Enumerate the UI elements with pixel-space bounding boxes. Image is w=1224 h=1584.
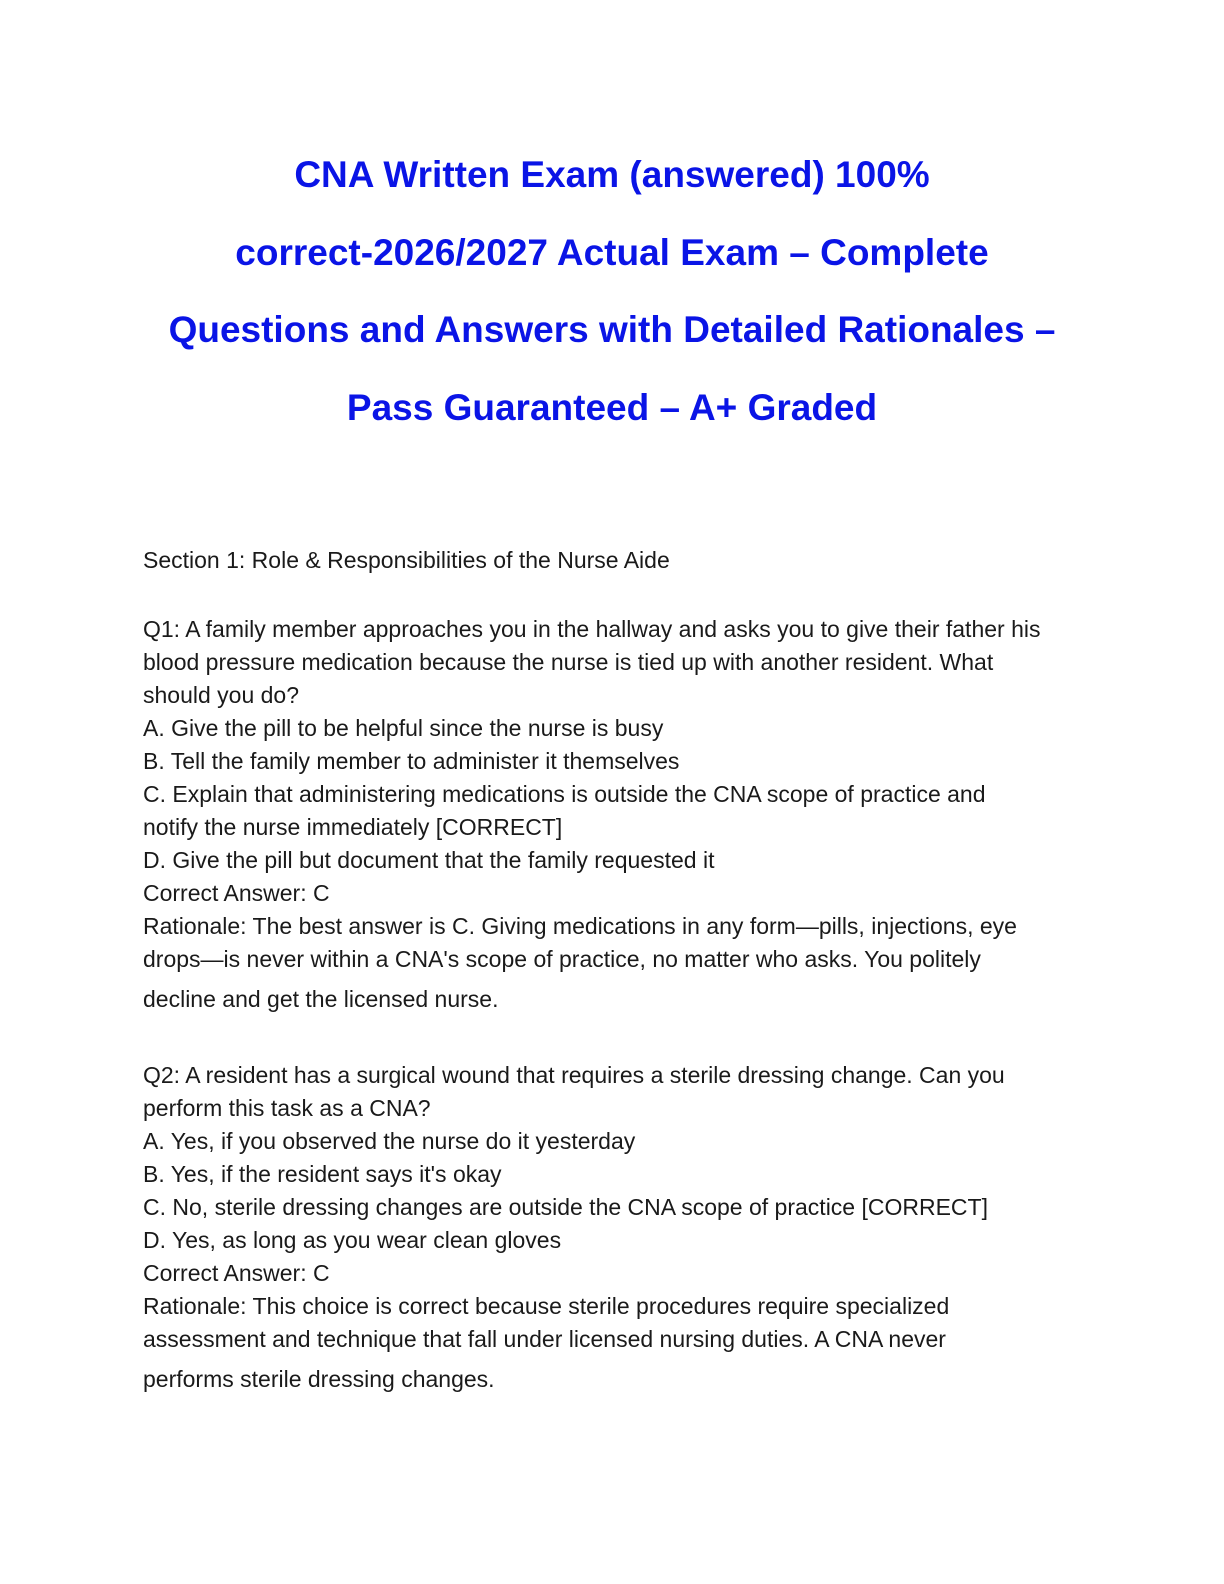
section-heading: Section 1: Role & Responsibilities of the Nurse Aide (143, 547, 670, 573)
question-text-line: Q1: A family member approaches you in the hallway and asks you to give their father his (143, 616, 1041, 642)
title-line-2: correct-2026/2027 Actual Exam – Complete (235, 231, 989, 273)
rationale-line: performs sterile dressing changes. (143, 1365, 495, 1392)
rationale-line: Rationale: This choice is correct because sterile procedures require specialized (143, 1293, 950, 1319)
rationale-line: Rationale: The best answer is C. Giving medications in any form—pills, injections, eye (143, 913, 1017, 939)
answer-option-b: B. Yes, if the resident says it's okay (143, 1161, 502, 1187)
question-block-q1 (143, 613, 1083, 1022)
rationale-line: assessment and technique that fall under licensed nursing duties. A CNA never (143, 1326, 946, 1352)
correct-answer: Correct Answer: C (143, 880, 330, 906)
correct-answer: Correct Answer: C (143, 1260, 330, 1286)
answer-option-a: A. Yes, if you observed the nurse do it yesterday (143, 1128, 636, 1154)
answer-option-c-continued: notify the nurse immediately [CORRECT] (143, 814, 563, 840)
question-text-line: should you do? (143, 682, 300, 708)
answer-option-a: A. Give the pill to be helpful since the nurse is busy (143, 715, 664, 741)
rationale-line: drops—is never within a CNA's scope of practice, no matter who asks. You politely (143, 946, 981, 972)
answer-option-c: C. Explain that administering medications is outside the CNA scope of practice and (143, 781, 986, 807)
title-line-4: Pass Guaranteed – A+ Graded (346, 386, 878, 428)
rationale-line: decline and get the licensed nurse. (143, 985, 499, 1012)
question-text-line: Q2: A resident has a surgical wound that requires a sterile dressing change. Can you (143, 1062, 1005, 1088)
question-text-line: perform this task as a CNA? (143, 1095, 431, 1121)
document-title (120, 136, 1104, 446)
title-line-3: Questions and Answers with Detailed Rationales – (168, 309, 1056, 350)
answer-option-d: D. Yes, as long as you wear clean gloves (143, 1227, 562, 1253)
answer-option-d: D. Give the pill but document that the family requested it (143, 847, 715, 873)
title-line-1: CNA Written Exam (answered) 100% (294, 154, 930, 195)
answer-option-c: C. No, sterile dressing changes are outside the CNA scope of practice [CORRECT] (143, 1194, 988, 1220)
question-block-q2 (143, 1059, 1083, 1402)
document-body (143, 544, 1083, 1402)
answer-option-b: B. Tell the family member to administer it themselves (143, 748, 680, 774)
question-text-line: blood pressure medication because the nurse is tied up with another resident. What (143, 649, 994, 675)
